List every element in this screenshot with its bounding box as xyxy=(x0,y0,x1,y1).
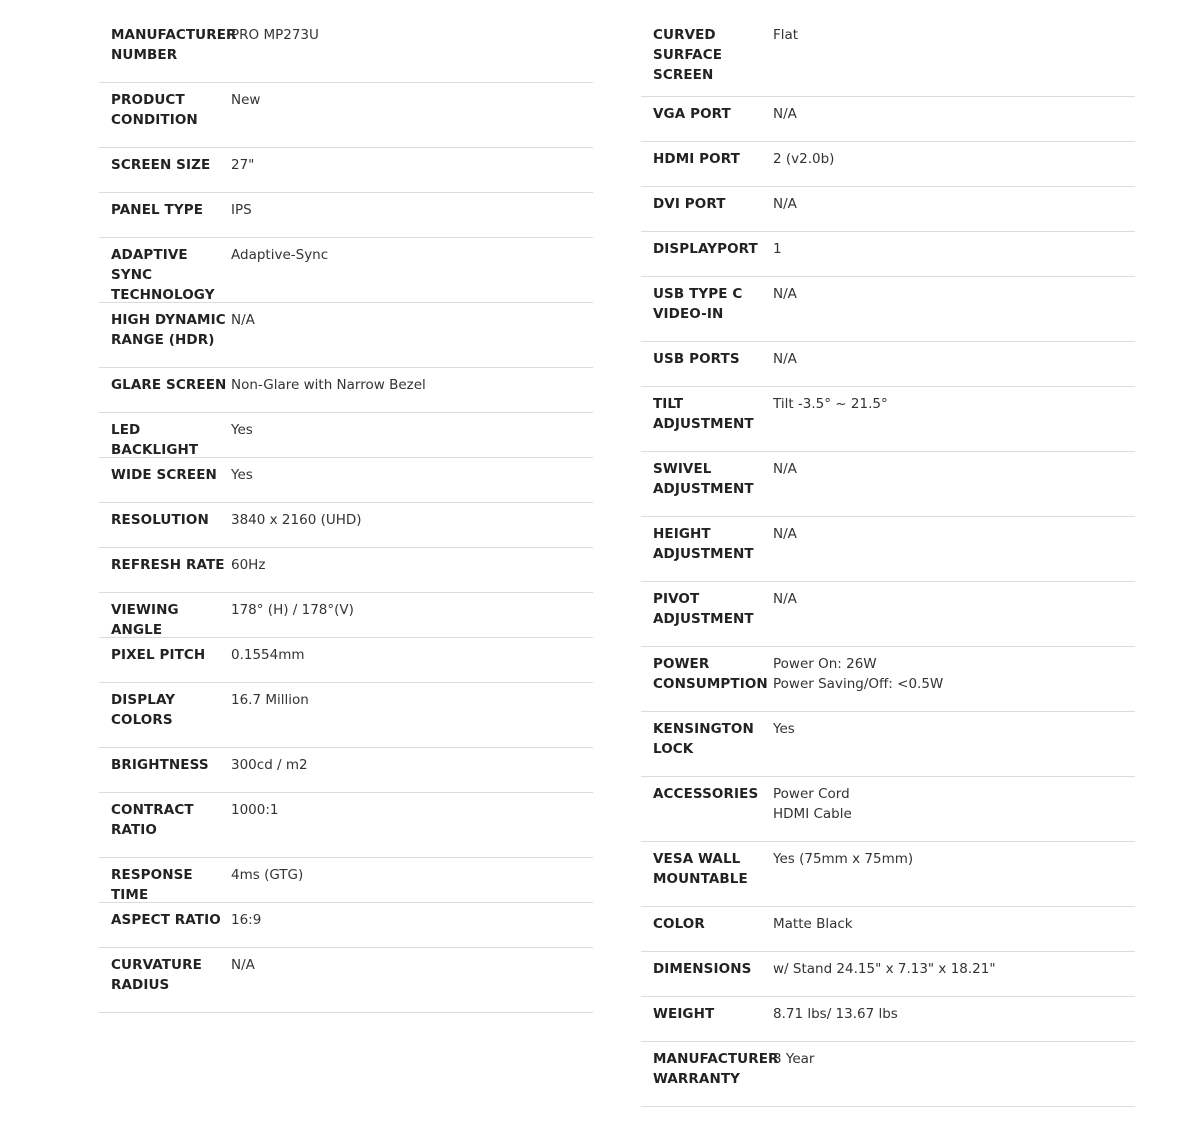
spec-value xyxy=(773,394,1135,414)
spec-value xyxy=(773,914,1135,934)
spec-row-refresh-rate xyxy=(99,548,593,593)
spec-label: DISPLAY COLORS xyxy=(111,692,176,728)
spec-row-curvature-radius xyxy=(99,948,593,1013)
spec-row-weight xyxy=(641,997,1135,1042)
spec-value-line: Power On: 26W xyxy=(773,656,877,672)
spec-row-display-colors xyxy=(99,683,593,748)
spec-value xyxy=(773,459,1135,479)
spec-value xyxy=(231,200,593,220)
spec-value-line: Adaptive-Sync xyxy=(231,247,329,263)
spec-value xyxy=(773,239,1135,259)
spec-row-tilt-adjustment xyxy=(641,387,1135,452)
spec-row-manufacturer-warranty xyxy=(641,1042,1135,1107)
spec-value xyxy=(231,375,593,395)
spec-row-wide-screen xyxy=(99,458,593,503)
spec-value-line: 27" xyxy=(231,157,255,173)
spec-row-aspect-ratio xyxy=(99,903,593,948)
spec-value xyxy=(231,25,593,45)
spec-value xyxy=(773,589,1135,609)
spec-value xyxy=(773,149,1135,169)
spec-value xyxy=(231,865,593,885)
spec-label: VESA WALL MOUNTABLE xyxy=(653,851,748,887)
spec-label: PIXEL PITCH xyxy=(111,647,206,663)
spec-label: PANEL TYPE xyxy=(111,202,204,218)
spec-row-resolution xyxy=(99,503,593,548)
spec-row-high-dynamic-range-hdr xyxy=(99,303,593,368)
spec-row-usb-type-c-video-in xyxy=(641,277,1135,342)
spec-row-glare-screen xyxy=(99,368,593,413)
spec-row-led-backlight xyxy=(99,413,593,458)
spec-row-viewing-angle xyxy=(99,593,593,638)
spec-value xyxy=(231,910,593,930)
spec-label: TILT ADJUSTMENT xyxy=(653,396,754,432)
spec-label: WEIGHT xyxy=(653,1006,715,1022)
spec-value xyxy=(773,104,1135,124)
spec-value-line: N/A xyxy=(231,957,255,973)
spec-value-line: Tilt -3.5° ~ 21.5° xyxy=(773,396,888,412)
spec-row-height-adjustment xyxy=(641,517,1135,582)
spec-label: HIGH DYNAMIC RANGE (HDR) xyxy=(111,312,226,348)
spec-value xyxy=(231,555,593,575)
spec-label: WIDE SCREEN xyxy=(111,467,217,483)
spec-value xyxy=(231,310,593,330)
spec-row-screen-size xyxy=(99,148,593,193)
spec-label: MANUFACTURER WARRANTY xyxy=(653,1051,779,1087)
spec-value-line: HDMI Cable xyxy=(773,806,852,822)
spec-row-vga-port xyxy=(641,97,1135,142)
spec-label: SCREEN SIZE xyxy=(111,157,211,173)
spec-row-dimensions xyxy=(641,952,1135,997)
spec-value-line: N/A xyxy=(773,286,797,302)
spec-value-line: 0.1554mm xyxy=(231,647,305,663)
spec-label: COLOR xyxy=(653,916,705,932)
spec-value-line: 1 xyxy=(773,241,782,257)
spec-label: USB TYPE C VIDEO-IN xyxy=(653,286,743,322)
spec-value xyxy=(231,645,593,665)
spec-label: MANUFACTURER NUMBER xyxy=(111,27,237,63)
spec-label: KENSINGTON LOCK xyxy=(653,721,754,757)
spec-value xyxy=(231,800,593,820)
spec-value xyxy=(231,600,593,620)
spec-row-usb-ports xyxy=(641,342,1135,387)
spec-value xyxy=(773,719,1135,739)
spec-value-line: 3 Year xyxy=(773,1051,815,1067)
spec-value-line: Non-Glare with Narrow Bezel xyxy=(231,377,426,393)
spec-value xyxy=(231,90,593,110)
spec-value-line: Yes xyxy=(231,422,253,438)
spec-row-power-consumption xyxy=(641,647,1135,712)
spec-value-line: 178° (H) / 178°(V) xyxy=(231,602,354,618)
spec-value-line: 3840 x 2160 (UHD) xyxy=(231,512,362,528)
spec-label: RESPONSE TIME xyxy=(111,867,193,903)
spec-label: CURVATURE RADIUS xyxy=(111,957,202,993)
spec-value xyxy=(231,955,593,975)
spec-row-contract-ratio xyxy=(99,793,593,858)
spec-row-brightness xyxy=(99,748,593,793)
spec-label: PIVOT ADJUSTMENT xyxy=(653,591,754,627)
spec-label: POWER CONSUMPTION xyxy=(653,656,768,692)
spec-row-manufacturer-number xyxy=(99,18,593,83)
spec-row-adaptive-sync-technology xyxy=(99,238,593,303)
spec-row-color xyxy=(641,907,1135,952)
spec-value xyxy=(773,1049,1135,1069)
spec-label: ACCESSORIES xyxy=(653,786,759,802)
spec-value-line: Matte Black xyxy=(773,916,853,932)
spec-row-kensington-lock xyxy=(641,712,1135,777)
spec-value-line: N/A xyxy=(773,196,797,212)
spec-value-line: Yes xyxy=(773,721,795,737)
spec-value xyxy=(773,284,1135,304)
spec-value xyxy=(773,784,1135,824)
spec-value xyxy=(773,349,1135,369)
spec-table-left xyxy=(99,18,593,1013)
spec-value xyxy=(773,849,1135,869)
spec-label: BRIGHTNESS xyxy=(111,757,209,773)
spec-value-line: 16.7 Million xyxy=(231,692,309,708)
spec-value xyxy=(773,1004,1135,1024)
spec-row-response-time xyxy=(99,858,593,903)
spec-label: HDMI PORT xyxy=(653,151,740,167)
spec-value-line: Power Cord xyxy=(773,786,850,802)
spec-row-pixel-pitch xyxy=(99,638,593,683)
spec-row-vesa-wall-mountable xyxy=(641,842,1135,907)
spec-value-line: Power Saving/Off: <0.5W xyxy=(773,676,944,692)
spec-value xyxy=(231,465,593,485)
spec-table-right xyxy=(641,18,1135,1107)
spec-value-line: N/A xyxy=(773,106,797,122)
spec-value-line: 8.71 lbs/ 13.67 lbs xyxy=(773,1006,898,1022)
spec-value-line: N/A xyxy=(773,591,797,607)
spec-row-panel-type xyxy=(99,193,593,238)
spec-value xyxy=(231,245,593,265)
spec-row-accessories xyxy=(641,777,1135,842)
spec-label: CONTRACT RATIO xyxy=(111,802,194,838)
spec-value xyxy=(231,755,593,775)
spec-row-product-condition xyxy=(99,83,593,148)
spec-label: PRODUCT CONDITION xyxy=(111,92,198,128)
spec-label: CURVED SURFACE SCREEN xyxy=(653,27,723,83)
spec-label: HEIGHT ADJUSTMENT xyxy=(653,526,754,562)
spec-value-line: 60Hz xyxy=(231,557,266,573)
spec-value xyxy=(231,155,593,175)
spec-value xyxy=(773,524,1135,544)
spec-label: ASPECT RATIO xyxy=(111,912,221,928)
spec-value xyxy=(773,194,1135,214)
spec-row-pivot-adjustment xyxy=(641,582,1135,647)
spec-value-line: 2 (v2.0b) xyxy=(773,151,835,167)
spec-value-line: N/A xyxy=(773,461,797,477)
spec-label: SWIVEL ADJUSTMENT xyxy=(653,461,754,497)
spec-value xyxy=(231,510,593,530)
spec-value-line: Yes xyxy=(231,467,253,483)
spec-label: VIEWING ANGLE xyxy=(111,602,179,638)
spec-value-line: PRO MP273U xyxy=(231,27,319,43)
spec-label: REFRESH RATE xyxy=(111,557,225,573)
spec-label: DISPLAYPORT xyxy=(653,241,758,257)
spec-value-line: N/A xyxy=(773,351,797,367)
spec-label: GLARE SCREEN xyxy=(111,377,227,393)
spec-row-displayport xyxy=(641,232,1135,277)
spec-value xyxy=(773,654,1135,694)
spec-label: DIMENSIONS xyxy=(653,961,752,977)
spec-value-line: 4ms (GTG) xyxy=(231,867,304,883)
spec-label: DVI PORT xyxy=(653,196,726,212)
spec-value-line: N/A xyxy=(773,526,797,542)
spec-label: VGA PORT xyxy=(653,106,731,122)
spec-value-line: New xyxy=(231,92,261,108)
spec-value-line: N/A xyxy=(231,312,255,328)
spec-value xyxy=(773,959,1135,979)
spec-value-line: IPS xyxy=(231,202,252,218)
spec-row-swivel-adjustment xyxy=(641,452,1135,517)
spec-row-dvi-port xyxy=(641,187,1135,232)
spec-value-line: Flat xyxy=(773,27,799,43)
spec-label: ADAPTIVE SYNC TECHNOLOGY xyxy=(111,247,215,303)
spec-label: USB PORTS xyxy=(653,351,740,367)
spec-value-line: 300cd / m2 xyxy=(231,757,308,773)
spec-value xyxy=(231,420,593,440)
spec-row-hdmi-port xyxy=(641,142,1135,187)
spec-label: RESOLUTION xyxy=(111,512,209,528)
spec-label: LED BACKLIGHT xyxy=(111,422,199,458)
spec-value-line: Yes (75mm x 75mm) xyxy=(773,851,914,867)
spec-value-line: w/ Stand 24.15" x 7.13" x 18.21" xyxy=(773,961,996,977)
spec-value-line: 16:9 xyxy=(231,912,262,928)
spec-value xyxy=(231,690,593,710)
spec-value xyxy=(773,25,1135,45)
spec-row-curved-surface-screen xyxy=(641,18,1135,97)
spec-value-line: 1000:1 xyxy=(231,802,279,818)
